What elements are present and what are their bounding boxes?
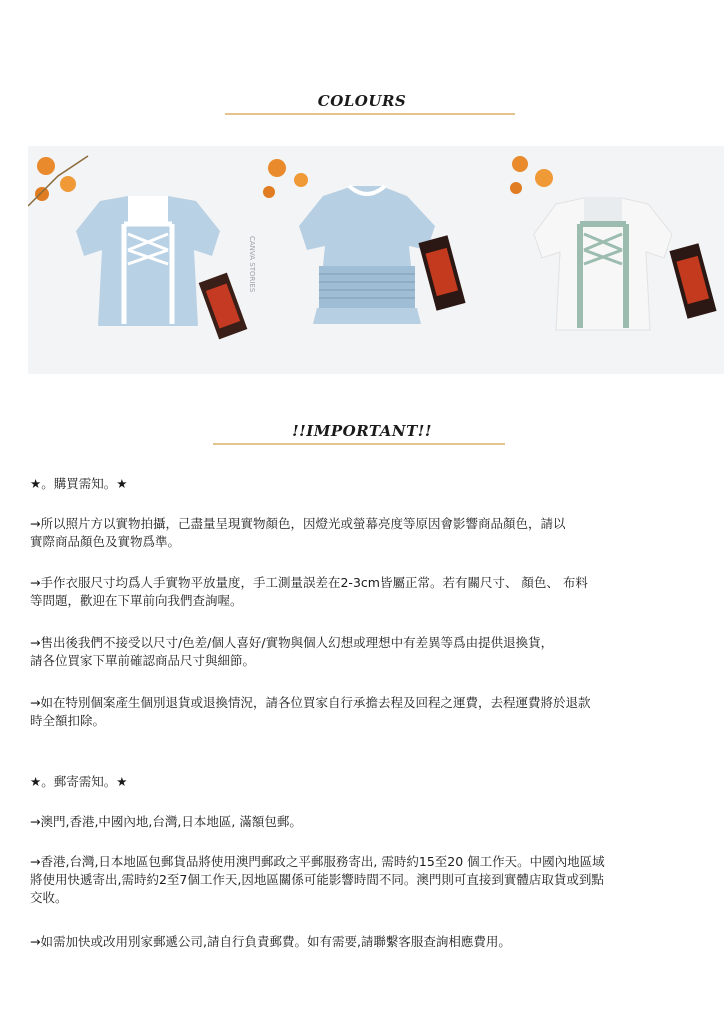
purchase-note-no-returns: →售出後我們不接受以尺寸/色差/個人喜好/實物與個人幻想或理想中有差異等爲由提供退換貨， 請各位買家下單前確認商品尺寸與細節。	[30, 635, 554, 668]
purchase-note-sizing: →手作衣服尺寸均爲人手實物平放量度，手工測量誤差在2-3cm皆屬正常。若有關尺寸、 顏色、 布料 等問題，歡迎在下單前向我們查詢喔。	[30, 575, 588, 608]
important-rule	[213, 443, 505, 445]
colours-rule	[225, 113, 515, 115]
shipping-note-free-shipping: →澳門,香港,中國內地,台灣,日本地區, 滿額包郵。	[30, 814, 302, 829]
product-photo-blue-smocked	[257, 146, 495, 374]
colours-heading: COLOURS	[317, 92, 407, 110]
shipping-note-express: →如需加快或改用別家郵遞公司,請自行負責郵費。如有需要,請聯繫客服查詢相應費用。	[30, 934, 511, 949]
product-photo-blue-white-trim	[28, 146, 266, 374]
product-photo-white-green-trim	[486, 146, 724, 374]
shipping-title: ★。郵寄需知。★	[30, 774, 128, 789]
purchase-title: ★。購買需知。★	[30, 476, 128, 491]
purchase-note-photo-colour: →所以照片方以實物拍攝，己盡量呈現實物顏色，因燈光或螢幕亮度等原因會影響商品顏色，請以 實際商品顏色及實物爲準。	[30, 516, 566, 549]
purchase-note-return-shipping: →如在特別個案產生個別退貨或退換情況，請各位買家自行承擔去程及回程之運費，去程運費將於退款 時全額扣除。	[30, 695, 591, 728]
photo-watermark: CANVA STORIES	[248, 236, 256, 293]
shipping-note-delivery-time: →香港,台灣,日本地區包郵貨品將使用澳門郵政之平郵服務寄出, 需時約15至20 個工作天。中國內地區域 將使用快遞寄出,需時約2至7個工作天,因地區關係可能影響時間不同。澳門則可直接到實體店取貨或到點 交收。	[30, 854, 605, 905]
important-heading: !!IMPORTANT!!	[292, 422, 432, 440]
